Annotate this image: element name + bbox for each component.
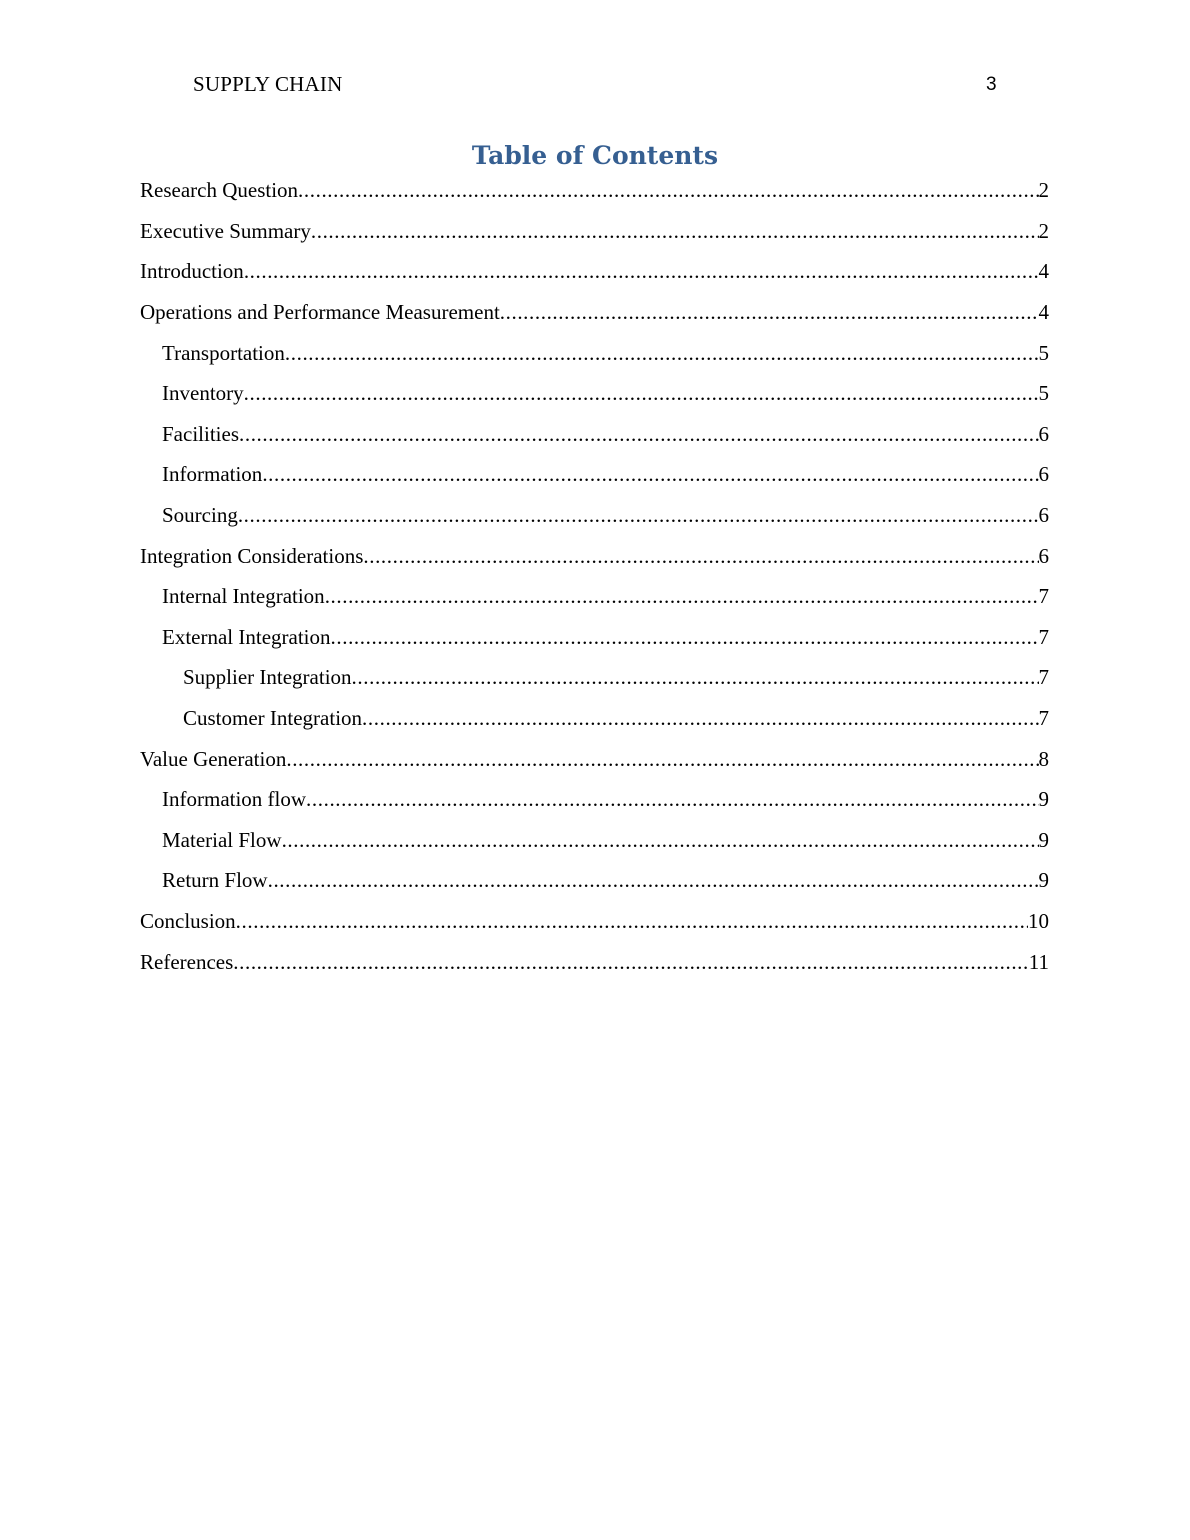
toc-entry-label: References <box>140 949 234 974</box>
toc-entry-page: 4 <box>1038 300 1049 325</box>
toc-entry-references[interactable] <box>140 941 1049 982</box>
toc-entry-label: Supplier Integration <box>183 665 352 690</box>
toc-dot-leader <box>236 908 1028 934</box>
toc-entry-supplier-integration[interactable] <box>140 657 1049 698</box>
toc-entry-page: 2 <box>1038 178 1049 203</box>
toc-dot-leader <box>244 258 1039 284</box>
toc-entry-label: Sourcing <box>162 503 238 528</box>
toc-entry-label: Transportation <box>162 340 285 365</box>
toc-entry-label: Inventory <box>162 381 244 406</box>
toc-entry-label: Introduction <box>140 259 244 284</box>
toc-entry-label: Research Question <box>140 178 299 203</box>
toc-entry-sourcing[interactable] <box>140 495 1049 536</box>
toc-entry-return-flow[interactable] <box>140 860 1049 901</box>
toc-entry-page: 11 <box>1028 949 1049 974</box>
toc-entry-page: 9 <box>1038 868 1049 893</box>
toc-entry-page: 6 <box>1038 421 1049 446</box>
toc-entry-page: 8 <box>1038 746 1049 771</box>
toc-entry-label: Operations and Performance Measurement <box>140 300 500 325</box>
toc-entry-page: 6 <box>1038 503 1049 528</box>
toc-entry-customer-integration[interactable] <box>140 698 1049 739</box>
toc-entry-page: 7 <box>1038 706 1049 731</box>
toc-entry-label: Internal Integration <box>162 584 325 609</box>
toc-dot-leader <box>298 177 1038 203</box>
toc-dot-leader <box>285 340 1039 366</box>
toc-entry-label: Information <box>162 462 263 487</box>
toc-entry-conclusion[interactable] <box>140 901 1049 942</box>
toc-entry-information[interactable] <box>140 454 1049 495</box>
running-header-title: SUPPLY CHAIN <box>193 72 343 96</box>
toc-entry-external-integration[interactable] <box>140 617 1049 658</box>
toc-entry-internal-integration[interactable] <box>140 576 1049 617</box>
toc-entry-transportation[interactable] <box>140 332 1049 373</box>
toc-entry-page: 10 <box>1028 908 1049 933</box>
toc-entry-page: 7 <box>1038 584 1049 609</box>
toc-entry-operations-and-performance-measurement[interactable] <box>140 292 1049 333</box>
toc-entry-label: Value Generation <box>140 746 287 771</box>
toc-dot-leader <box>500 299 1039 325</box>
toc-entry-introduction[interactable] <box>140 251 1049 292</box>
toc-dot-leader <box>363 543 1038 569</box>
toc-entry-page: 9 <box>1038 827 1049 852</box>
toc-entry-page: 2 <box>1038 218 1049 243</box>
toc-entry-label: Facilities <box>162 421 239 446</box>
toc-dot-leader <box>306 786 1038 812</box>
toc-entry-label: Integration Considerations <box>140 543 364 568</box>
toc-dot-leader <box>262 461 1038 487</box>
toc-entry-facilities[interactable] <box>140 414 1049 455</box>
toc-entry-page: 6 <box>1038 462 1049 487</box>
toc-entry-label: Customer Integration <box>183 706 363 731</box>
toc-dot-leader <box>268 867 1039 893</box>
toc-dot-leader <box>362 705 1038 731</box>
toc-entry-research-question[interactable] <box>140 170 1049 211</box>
toc-dot-leader <box>244 380 1039 406</box>
toc-entry-executive-summary[interactable] <box>140 211 1049 252</box>
page-number: 3 <box>986 74 997 95</box>
toc-dot-leader <box>286 746 1038 772</box>
toc-entry-value-generation[interactable] <box>140 738 1049 779</box>
toc-dot-leader <box>325 583 1039 609</box>
toc-entry-page: 7 <box>1038 665 1049 690</box>
toc-heading: Table of Contents <box>471 141 719 170</box>
toc-entry-page: 9 <box>1038 787 1049 812</box>
toc-entry-page: 5 <box>1038 340 1049 365</box>
toc-dot-leader <box>331 624 1039 650</box>
toc-entry-integration-considerations[interactable] <box>140 535 1049 576</box>
toc-dot-leader <box>282 827 1039 853</box>
toc-dot-leader <box>233 949 1028 975</box>
toc-entry-label: Material Flow <box>162 827 282 852</box>
toc-entry-label: Return Flow <box>162 868 268 893</box>
toc-dot-leader <box>311 218 1039 244</box>
toc-entry-page: 5 <box>1038 381 1049 406</box>
toc-entry-page: 7 <box>1038 624 1049 649</box>
toc-entry-material-flow[interactable] <box>140 820 1049 861</box>
toc-entry-page: 4 <box>1038 259 1049 284</box>
toc-entry-information-flow[interactable] <box>140 779 1049 820</box>
toc-dot-leader <box>352 664 1039 690</box>
toc-entry-inventory[interactable] <box>140 373 1049 414</box>
toc-entry-label: Information flow <box>162 787 307 812</box>
toc-entry-page: 6 <box>1038 543 1049 568</box>
toc-dot-leader <box>238 502 1039 528</box>
toc-entry-label: External Integration <box>162 624 331 649</box>
toc-list <box>140 170 1049 982</box>
toc-entry-label: Executive Summary <box>140 218 311 243</box>
toc-dot-leader <box>239 421 1039 447</box>
toc-entry-label: Conclusion <box>140 908 236 933</box>
